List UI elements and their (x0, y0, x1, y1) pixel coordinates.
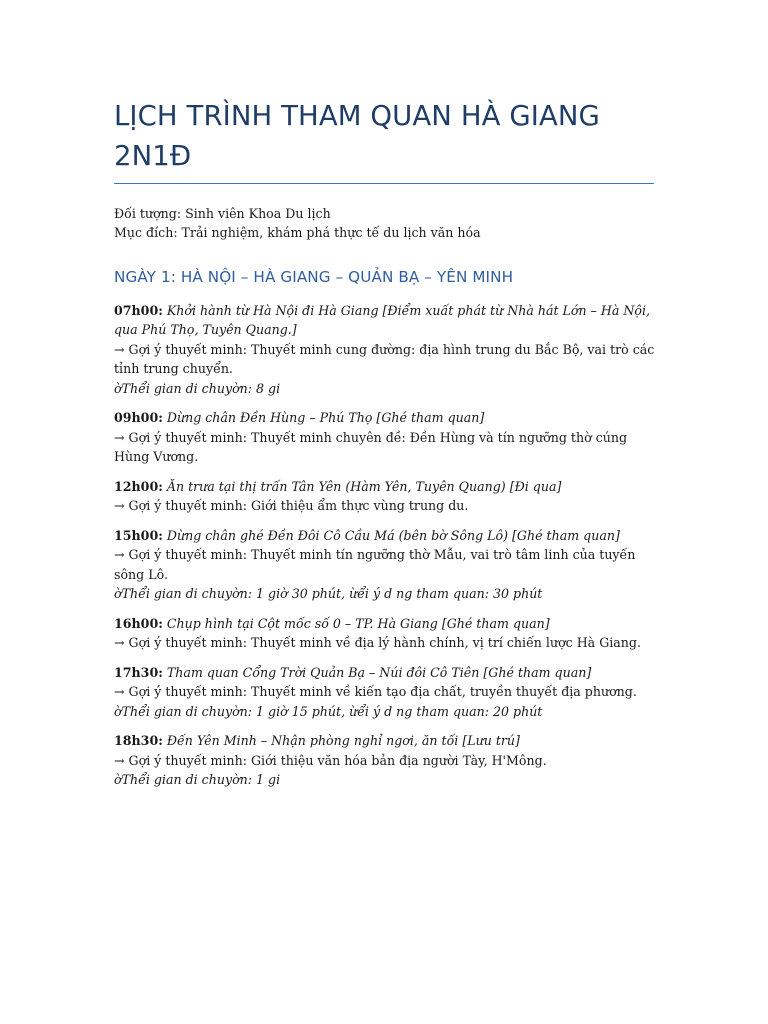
entry-travel-time: ờThểi gian di chuyờn: 1 giờ 30 phút, ừểi ý d ng tham quan: 30 phút (114, 586, 543, 602)
entry-note: → Gợi ý thuyết minh: Giới thiệu văn hóa bản địa người Tày, H'Mông. (114, 752, 547, 768)
entry-time: 07h00: (114, 302, 163, 318)
entry-activity: Đến Yên Minh – Nhận phòng nghỉ ngơi, ăn tối [Lưu trú] (166, 733, 520, 749)
entry-activity: Ăn trưa tại thị trấn Tân Yên (Hàm Yên, Tuyên Quang) [Đi qua] (166, 478, 562, 494)
itinerary-entry (114, 301, 656, 399)
entry-activity: Khởi hành từ Hà Nội đi Hà Giang [Điểm xuất phát từ Nhà hát Lớn – Hà Nội, qua Phú Thọ, Tuyên Quang.] (114, 302, 651, 338)
title-divider (114, 183, 654, 184)
entry-note: → Gợi ý thuyết minh: Thuyết minh về kiến tạo địa chất, truyền thuyết địa phương. (114, 684, 637, 700)
entry-time: 12h00: (114, 478, 163, 494)
entry-travel-time: ờThểi gian di chuyờn: 1 gi (114, 772, 281, 788)
entry-note: → Gợi ý thuyết minh: Giới thiệu ẩm thực vùng trung du. (114, 498, 469, 514)
entry-note: → Gợi ý thuyết minh: Thuyết minh cung đường: địa hình trung du Bắc Bộ, vai trò các tỉnh trung chuyển. (114, 341, 655, 377)
entry-time: 15h00: (114, 527, 163, 543)
itinerary-entry (114, 663, 656, 722)
audience-line: Đối tượng: Sinh viên Khoa Du lịch (114, 206, 331, 221)
page-title: LỊCH TRÌNH THAM QUAN HÀ GIANG 2N1Đ (114, 100, 600, 172)
entry-note: → Gợi ý thuyết minh: Thuyết minh chuyên đề: Đền Hùng và tín ngưỡng thờ cúng Hùng Vương. (114, 429, 628, 465)
entry-time: 09h00: (114, 410, 163, 426)
entry-time: 18h30: (114, 733, 163, 749)
entry-travel-time: ờThểi gian di chuyờn: 8 gi (114, 380, 281, 396)
day-heading: NGÀY 1: HÀ NỘI – HÀ GIANG – QUẢN BẠ – YÊN MINH (114, 268, 514, 286)
entry-activity: Dừng chân ghé Đền Đôi Cô Cầu Má (bên bờ Sông Lô) [Ghé tham quan] (166, 527, 620, 543)
entry-travel-time: ờThểi gian di chuyờn: 1 giờ 15 phút, ừểi ý d ng tham quan: 20 phút (114, 703, 543, 719)
entry-time: 17h30: (114, 664, 163, 680)
itinerary-entry (114, 477, 656, 516)
entry-note: → Gợi ý thuyết minh: Thuyết minh tín ngưỡng thờ Mẫu, vai trò tâm linh của tuyến sông Lô. (114, 547, 636, 582)
entry-time: 16h00: (114, 615, 163, 631)
itinerary-entry (114, 526, 656, 604)
purpose-line: Mục đích: Trải nghiệm, khám phá thực tế du lịch văn hóa (114, 225, 481, 240)
itinerary-entry (114, 614, 656, 653)
entry-activity: Tham quan Cổng Trời Quản Bạ – Núi đôi Cô Tiên [Ghé tham quan] (166, 664, 592, 680)
itinerary-entry (114, 408, 656, 467)
document-page (114, 0, 656, 790)
itinerary-entry (114, 731, 656, 790)
document-meta (114, 204, 656, 242)
entry-note: → Gợi ý thuyết minh: Thuyết minh về địa lý hành chính, vị trí chiến lược Hà Giang. (114, 635, 641, 651)
entry-activity: Chụp hình tại Cột mốc số 0 – TP. Hà Giang [Ghé tham quan] (166, 615, 550, 631)
entry-activity: Dừng chân Đền Hùng – Phú Thọ [Ghé tham quan] (166, 410, 485, 426)
